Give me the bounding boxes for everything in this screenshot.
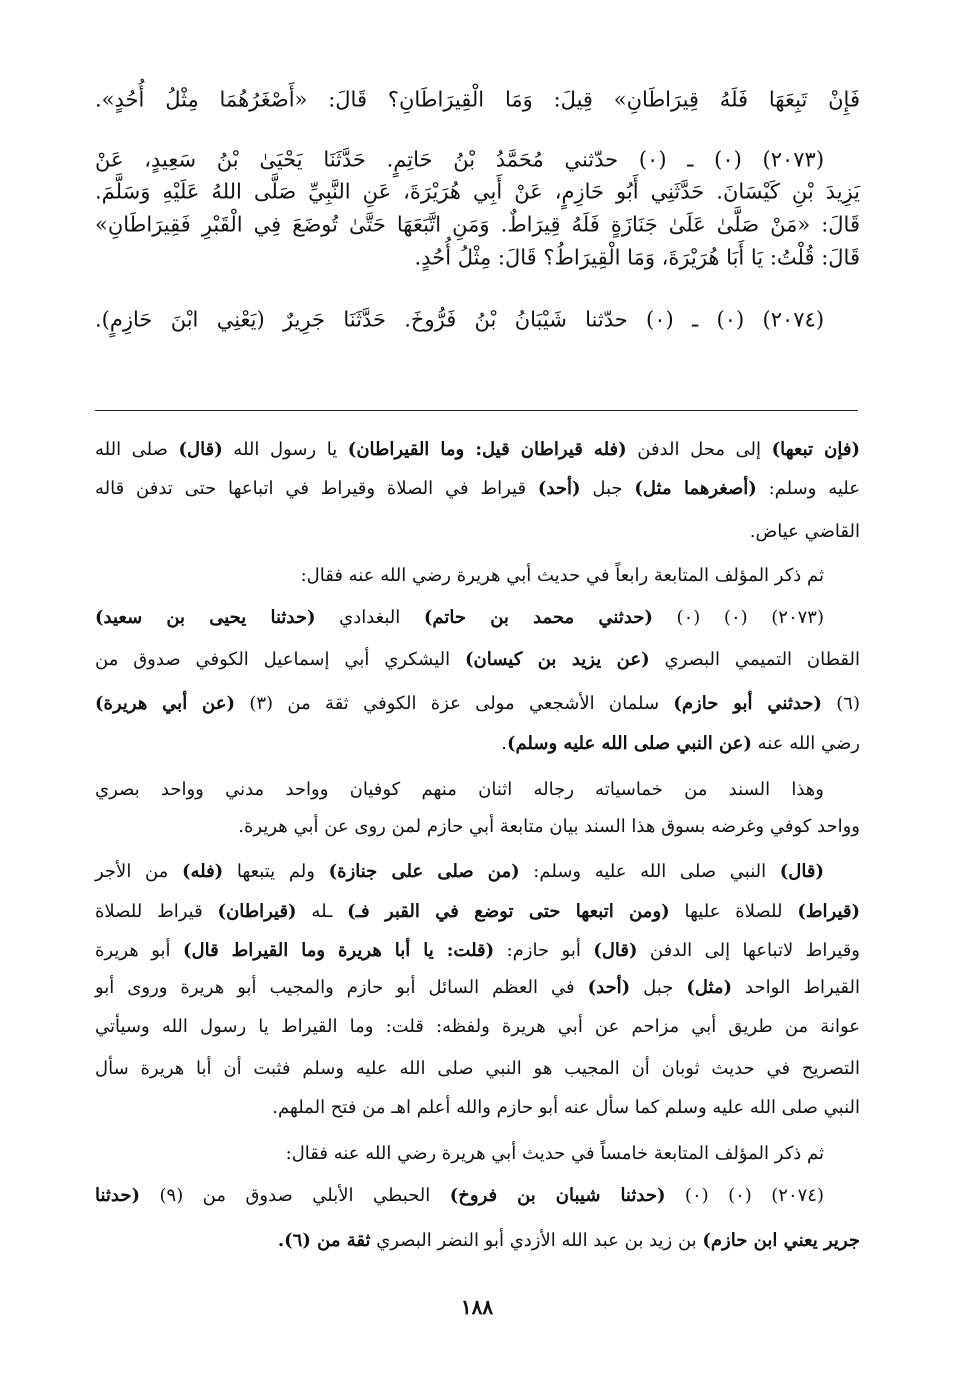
commentary-line <box>95 649 860 671</box>
quoted-text: (عن يزيد بن كيسان) <box>465 649 650 671</box>
commentary-text: جبل <box>580 478 635 500</box>
commentary-text: عوانة من طريق أبي مزاحم عن أبي هريرة ولفظه: قلت: وما القيراط يا رسول الله وسيأتي <box>95 1016 860 1038</box>
commentary-text: القطان التميمي البصري <box>649 649 860 671</box>
quoted-text: (قلت: يا أبا هريرة وما القيراط قال) <box>182 940 495 962</box>
hadith-line: قَالَ: قُلْتُ: يَا أَبَا هُرَيْرَةَ، وَمَا الْقِيرَاطُ؟ قَالَ: مِثْلُ أُحُدٍ. <box>414 245 860 270</box>
commentary-text: ولم يتبعها <box>223 861 329 883</box>
commentary-text: القيراط الواحد <box>732 977 860 999</box>
quoted-text: (حدثنا يحيى بن سعيد) <box>95 607 316 629</box>
commentary-line <box>95 733 860 755</box>
quoted-text: (أحد) <box>537 478 581 500</box>
quoted-text: (قال) <box>178 439 223 461</box>
commentary-line <box>95 1185 860 1207</box>
quoted-text: جرير يعني ابن حازم) <box>702 1230 860 1252</box>
commentary-text: رضي الله عنه <box>751 733 860 755</box>
quoted-text: (قيراط) <box>797 901 860 923</box>
commentary-line <box>95 1230 860 1252</box>
commentary-text: وواحد كوفي وغرضه بسوق هذا السند بيان متابعة أبي حازم لمن روى عن أبي هريرة. <box>238 816 860 838</box>
commentary-line <box>95 607 860 629</box>
commentary-text: النبي صلى الله عليه وسلم: <box>519 861 780 883</box>
commentary-text: . <box>501 733 507 755</box>
commentary-line <box>95 940 860 962</box>
hadith-line: يَزِيدَ بْنِ كَيْسَانَ. حَدَّثَنِي أَبُو حَازِمٍ، عَنْ أَبِي هُرَيْرَةَ، عَنِ النَّبِيِّ صَلَّى اللهُ عَلَيْهِ وَسَلَّمَ. <box>95 179 860 204</box>
hadith-line: (٢٠٧٤) (٠) ـ (٠) حدّثنا شَيْبَانُ بْنُ فَرُّوخَ. حَدَّثَنَا جَرِيرٌ (يَعْنِي ابْنَ حَازِمٍ). <box>95 307 825 332</box>
commentary-text: بن زيد بن عبد الله الأزدي أبو النضر البصري <box>370 1230 703 1252</box>
page-number: ١٨٨ <box>460 1295 494 1319</box>
quoted-text: (عن أبي هريرة) <box>95 693 236 715</box>
commentary-text: سلمان الأشجعي مولى عزة الكوفي ثقة من (٣) <box>235 693 674 715</box>
commentary-line <box>95 861 860 883</box>
hadith-line: فَإِنْ تَبِعَهَا فَلَهُ قِيرَاطَانِ» قِيلَ: وَمَا الْقِيرَاطَانِ؟ قَالَ: «أَصْغَرُهُمَا مِثْلُ أُحُدٍ». <box>95 87 860 112</box>
quoted-text: (ومن اتبعها حتى توضع في القبر فـ) <box>347 901 670 923</box>
quoted-text: (فإن تبعها) <box>771 439 860 461</box>
commentary-line <box>95 439 860 461</box>
footnote-divider <box>95 410 858 411</box>
hadith-line: (٢٠٧٣) (٠) ـ (٠) حدّثني مُحَمَّدُ بْنُ حَاتِمٍ. حَدَّثَنَا يَحْيَىٰ بْنُ سَعِيدٍ، عَنْ <box>95 147 825 172</box>
commentary-text: يا رسول الله <box>222 439 348 461</box>
commentary-line <box>95 901 860 923</box>
commentary-line <box>95 779 860 801</box>
commentary-text: جبل <box>630 977 687 999</box>
commentary-line <box>95 816 860 838</box>
quoted-text: (حدثنا شيبان بن فروخ) <box>449 1185 666 1207</box>
commentary-text: الحبطي الأبلي صدوق من (٩) <box>140 1185 450 1207</box>
commentary-text: قيراط في الصلاة وقيراط في اتباعها حتى تدفن قاله <box>95 478 538 500</box>
commentary-line <box>95 977 860 999</box>
commentary-text: ثم ذكر المؤلف المتابعة رابعاً في حديث أبي هريرة رضي الله عنه فقال: <box>300 565 824 587</box>
commentary-text: ثم ذكر المؤلف المتابعة خامساً في حديث أبي هريرة رضي الله عنه فقال: <box>285 1143 824 1165</box>
commentary-line <box>95 693 860 715</box>
quoted-text: (أحد) <box>587 977 631 999</box>
commentary-line <box>95 478 860 500</box>
quoted-text: (فله قيراطان قيل: وما القيراطان) <box>347 439 627 461</box>
commentary-text: أبو حازم: <box>494 940 594 962</box>
commentary-text: اليشكري أبي إسماعيل الكوفي صدوق من <box>95 649 466 671</box>
quoted-text: (أصغرهما مثل) <box>634 478 757 500</box>
quoted-text: (عن النبي صلى الله عليه وسلم) <box>506 733 752 755</box>
quoted-text: (حدثني أبو حازم) <box>673 693 822 715</box>
commentary-text: في العظم السائل أبو حازم والمجيب أبو هريرة وروى أبو <box>95 977 588 999</box>
quoted-text: (قال) <box>779 861 824 883</box>
commentary-line <box>95 1097 860 1119</box>
commentary-text: قيراط للصلاة <box>95 901 218 923</box>
quoted-text: (قيراطان) <box>217 901 297 923</box>
quoted-text: (حدثنا <box>95 1185 141 1207</box>
commentary-line <box>95 565 860 587</box>
commentary-line <box>95 1016 860 1038</box>
quoted-text: ثقة من (٦). <box>277 1230 371 1252</box>
commentary-text: وقيراط لاتباعها إلى الدفن <box>637 940 860 962</box>
commentary-line <box>95 1143 860 1165</box>
commentary-text: ـله <box>296 901 348 923</box>
commentary-line <box>95 1058 860 1080</box>
commentary-text: (٦) <box>821 693 860 715</box>
quoted-text: (حدثني محمد بن حاتم) <box>423 607 653 629</box>
commentary-text: وهذا السند من خماسياته رجاله اثنان منهم كوفيان وواحد مدني وواحد بصري <box>95 779 824 801</box>
commentary-text: أبو هريرة <box>95 940 183 962</box>
commentary-text: البغدادي <box>315 607 424 629</box>
commentary-text: صلى الله <box>95 439 179 461</box>
commentary-text: إلى محل الدفن <box>626 439 772 461</box>
commentary-text: للصلاة عليها <box>669 901 798 923</box>
quoted-text: (فله) <box>181 861 224 883</box>
commentary-text: التصريح في حديث ثوبان أن المجيب هو النبي صلى الله عليه وسلم فثبت أن أبا هريرة سأل <box>95 1058 860 1080</box>
quoted-text: (من صلى على جنازة) <box>328 861 520 883</box>
quoted-text: (مثل) <box>686 977 733 999</box>
commentary-text: (٢٠٧٣) (٠) (٠) <box>652 607 824 629</box>
commentary-text: عليه وسلم: <box>756 478 860 500</box>
commentary-text: النبي صلى الله عليه وسلم كما سأل عنه أبو حازم والله أعلم اهـ من فتح الملهم. <box>272 1097 860 1119</box>
quoted-text: (قال) <box>593 940 638 962</box>
commentary-text: القاضي عياض. <box>749 521 860 543</box>
commentary-line <box>95 521 860 543</box>
commentary-text: (٢٠٧٤) (٠) (٠) <box>665 1185 824 1207</box>
hadith-line: قَالَ: «مَنْ صَلَّىٰ عَلَىٰ جَنَازَةٍ فَلَهُ قِيرَاطٌ. وَمَنِ اتَّبَعَهَا حَتَّىٰ تُوضَعَ فِي الْقَبْرِ فَقِيرَاطَانِ» <box>95 212 860 237</box>
commentary-text: من الأجر <box>95 861 182 883</box>
